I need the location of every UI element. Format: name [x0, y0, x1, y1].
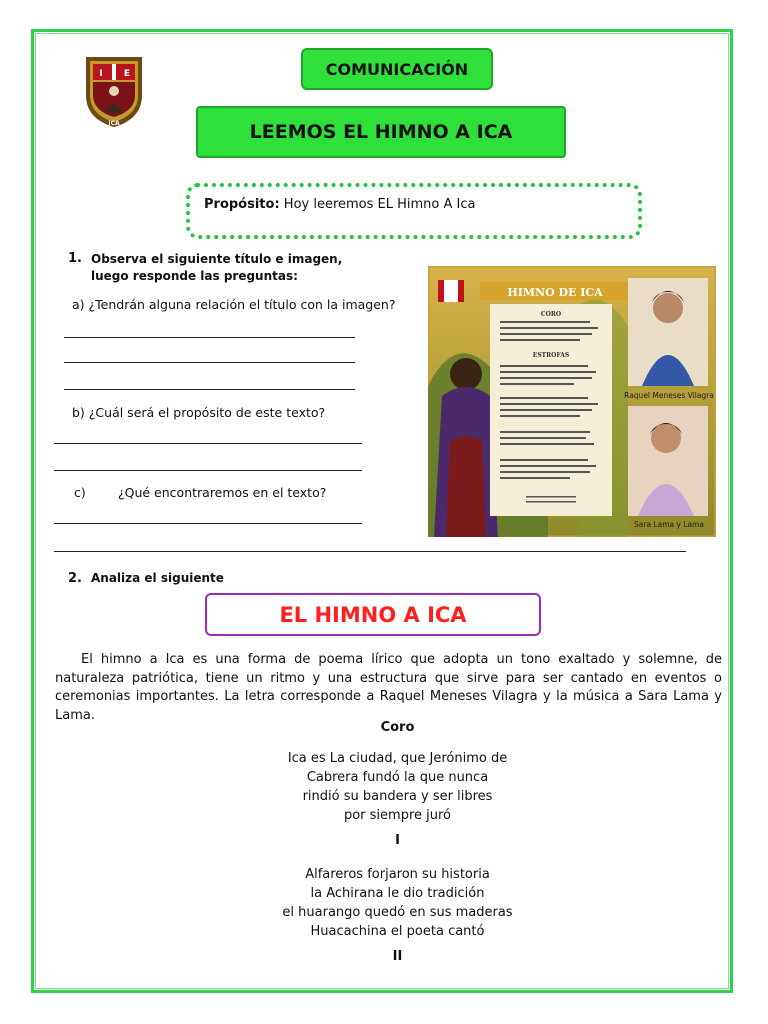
coro-line: Ica es La ciudad, que Jerónimo de: [287, 751, 508, 766]
crest-letter-e: E: [123, 69, 131, 79]
coro-line: por siempre juró: [343, 808, 452, 823]
stanza-2-heading: II: [392, 949, 403, 964]
poem-title: EL HIMNO A ICA: [279, 602, 467, 627]
purpose-box: [186, 183, 642, 239]
stanza-1-line: el huarango quedó en sus maderas: [282, 905, 513, 920]
purpose-text: Hoy leeremos EL Himno A Ica: [283, 197, 476, 212]
answer-line[interactable]: [54, 443, 362, 444]
collage-estrofas-label: ESTROFAS: [532, 352, 570, 359]
question-1-text: Observa el siguiente título e imagen, luego responde las preguntas:: [91, 252, 343, 283]
poem-intro-paragraph: El himno a Ica es una forma de poema lírico que adopta un tono exaltado y solemne, de naturaleza patriótica, tiene un ritmo y una estructura que sirve para ser cantado en eventos o ceremonias importantes. La letra corresponde a Raquel Meneses Vilagra y la música a Sara Lama y Lama.: [55, 652, 722, 723]
lesson-title: LEEMOS EL HIMNO A ICA: [249, 121, 513, 143]
answer-line[interactable]: [54, 551, 686, 552]
subject-label: COMUNICACIÓN: [325, 59, 469, 79]
crest-label: ICA: [108, 120, 120, 127]
answer-line[interactable]: [64, 389, 355, 390]
answer-line[interactable]: [64, 337, 355, 338]
himno-collage-image: [428, 266, 716, 537]
question-1-number: 1.: [68, 251, 82, 266]
answer-line[interactable]: [54, 470, 362, 471]
subject-banner: [301, 48, 493, 90]
stanza-1-line: Huacachina el poeta cantó: [310, 924, 485, 939]
stanza-1-line: Alfareros forjaron su historia: [305, 867, 490, 882]
question-1c: ¿Qué encontraremos en el texto?: [118, 485, 327, 500]
stanza-1-heading: I: [395, 833, 400, 848]
question-2-text: Analiza el siguiente: [91, 571, 224, 585]
question-1b: b) ¿Cuál será el propósito de este texto?: [72, 405, 326, 420]
question-1c-label: c): [74, 485, 86, 500]
purpose-label: Propósito:: [204, 197, 280, 212]
school-crest-logo: [84, 55, 144, 129]
poem-title-box: [205, 593, 541, 636]
coro-line: rindió su bandera y ser libres: [302, 789, 493, 804]
stanza-1-line: la Achirana le dio tradición: [310, 886, 485, 901]
collage-coro-label: CORO: [540, 311, 562, 318]
coro-line: Cabrera fundó la que nunca: [306, 770, 489, 785]
crest-letter-i: I: [99, 69, 103, 79]
question-2-number: 2.: [68, 571, 82, 586]
question-1a: a) ¿Tendrán alguna relación el título con la imagen?: [72, 297, 396, 312]
lesson-title-banner: [196, 106, 566, 158]
coro-heading: Coro: [380, 720, 415, 735]
collage-caption-1: Raquel Meneses Vilagra: [624, 391, 714, 400]
answer-line[interactable]: [54, 523, 362, 524]
collage-banner-text: HIMNO DE ICA: [507, 286, 603, 299]
collage-caption-2: Sara Lama y Lama: [634, 520, 704, 529]
answer-line[interactable]: [64, 362, 355, 363]
